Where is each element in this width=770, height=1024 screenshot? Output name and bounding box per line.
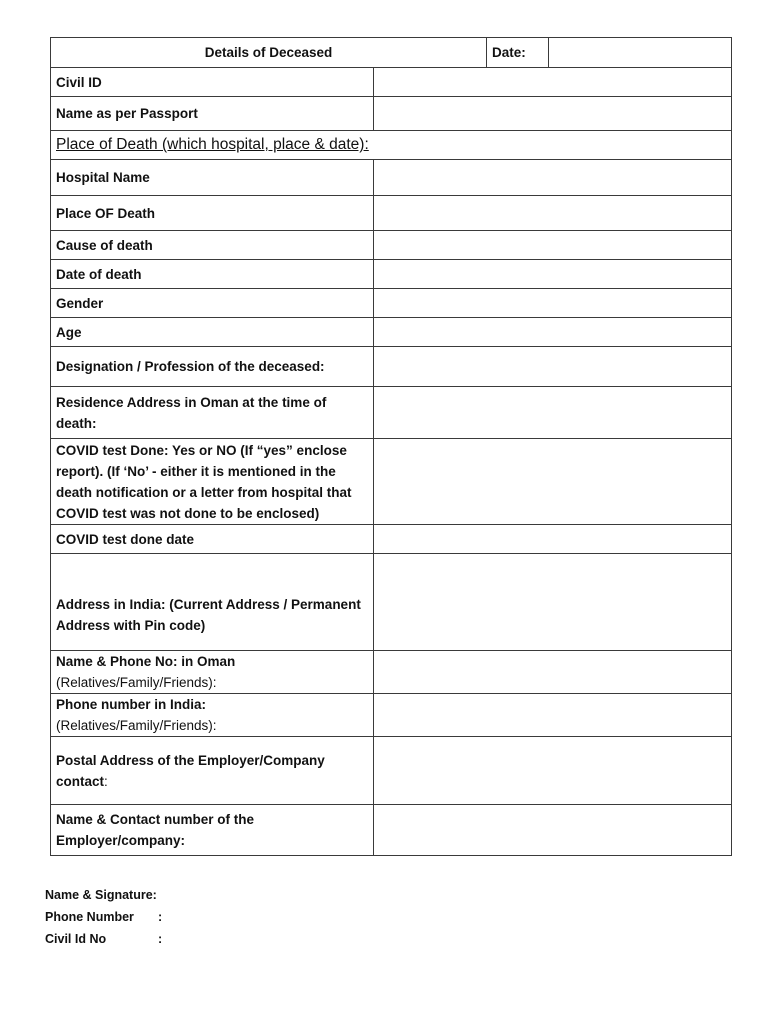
cause-of-death-input[interactable] (374, 237, 731, 254)
cause-of-death-field[interactable] (374, 231, 732, 260)
covid-test-date-field[interactable] (374, 525, 732, 554)
phone-india-subtext: (Relatives/Family/Friends): (56, 718, 217, 733)
civil-id-input[interactable] (374, 74, 731, 91)
address-india-label (51, 554, 374, 651)
age-label: Age (51, 318, 374, 347)
name-phone-oman-label (51, 651, 374, 694)
gender-field[interactable] (374, 289, 732, 318)
cause-of-death-label: Cause of death (51, 231, 374, 260)
employer-postal-address-input[interactable] (374, 762, 731, 779)
age-input[interactable] (374, 324, 731, 341)
employer-contact-field[interactable] (374, 805, 732, 856)
residence-address-field[interactable] (374, 387, 732, 439)
residence-address-label: Residence Address in Oman at the time of death: (51, 387, 374, 439)
civil-id-no-label: Civil Id No (45, 932, 107, 946)
date-label: Date: (487, 38, 549, 68)
civil-id-no-row (45, 928, 162, 950)
phone-number-colon: : (158, 910, 163, 924)
employer-contact-label: Name & Contact number of the Employer/company: (51, 805, 374, 856)
date-field[interactable] (549, 38, 732, 68)
name-phone-oman-field[interactable] (374, 651, 732, 694)
designation-field[interactable] (374, 347, 732, 387)
designation-label: Designation / Profession of the deceased: (51, 347, 374, 387)
place-of-death-section-heading: Place of Death (which hospital, place & date): (51, 131, 732, 160)
address-india-text: Address in India: (Current Address / Permanent Address with Pin code) (56, 597, 361, 633)
gender-input[interactable] (374, 295, 731, 312)
residence-address-input[interactable] (374, 404, 731, 421)
phone-number-label: Phone Number (45, 910, 134, 924)
employer-postal-address-colon: : (104, 773, 108, 789)
civil-id-no-colon: : (158, 932, 163, 946)
name-passport-field[interactable] (374, 97, 732, 131)
covid-test-date-label: COVID test done date (51, 525, 374, 554)
name-phone-oman-text: Name & Phone No: in Oman (56, 654, 236, 669)
civil-id-field[interactable] (374, 68, 732, 97)
covid-test-input[interactable] (374, 473, 731, 490)
deceased-details-form (50, 37, 732, 856)
signature-block (45, 884, 162, 950)
address-india-input[interactable] (374, 594, 731, 611)
covid-test-label: COVID test Done: Yes or NO (If “yes” enclose report). (If ‘No’ - either it is mentioned in the death notification or a letter from hospital that COVID test was not done to be enclosed) (51, 439, 374, 525)
employer-postal-address-label (51, 737, 374, 805)
form-title: Details of Deceased (51, 38, 487, 68)
name-phone-oman-subtext: (Relatives/Family/Friends): (56, 675, 217, 690)
phone-india-input[interactable] (374, 707, 731, 724)
phone-india-field[interactable] (374, 694, 732, 737)
phone-india-text: Phone number in India: (56, 697, 207, 712)
name-passport-label: Name as per Passport (51, 97, 374, 131)
name-signature-row (45, 884, 162, 906)
covid-test-field[interactable] (374, 439, 732, 525)
place-of-death-field[interactable] (374, 196, 732, 231)
name-signature-label: Name & Signature: (45, 888, 157, 902)
employer-postal-address-field[interactable] (374, 737, 732, 805)
civil-id-label: Civil ID (51, 68, 374, 97)
place-of-death-input[interactable] (374, 205, 731, 222)
hospital-name-input[interactable] (374, 169, 731, 186)
employer-postal-address-text: Postal Address of the Employer/Company contact (56, 752, 325, 789)
employer-contact-input[interactable] (374, 822, 731, 839)
date-input[interactable] (549, 44, 731, 61)
phone-india-label (51, 694, 374, 737)
covid-test-date-input[interactable] (374, 531, 731, 548)
name-passport-input[interactable] (374, 105, 731, 122)
name-phone-oman-input[interactable] (374, 664, 731, 681)
address-india-field[interactable] (374, 554, 732, 651)
date-of-death-label: Date of death (51, 260, 374, 289)
designation-input[interactable] (374, 358, 731, 375)
place-of-death-label: Place OF Death (51, 196, 374, 231)
phone-number-row (45, 906, 162, 928)
date-of-death-input[interactable] (374, 266, 731, 283)
age-field[interactable] (374, 318, 732, 347)
date-of-death-field[interactable] (374, 260, 732, 289)
hospital-name-label: Hospital Name (51, 160, 374, 196)
gender-label: Gender (51, 289, 374, 318)
hospital-name-field[interactable] (374, 160, 732, 196)
